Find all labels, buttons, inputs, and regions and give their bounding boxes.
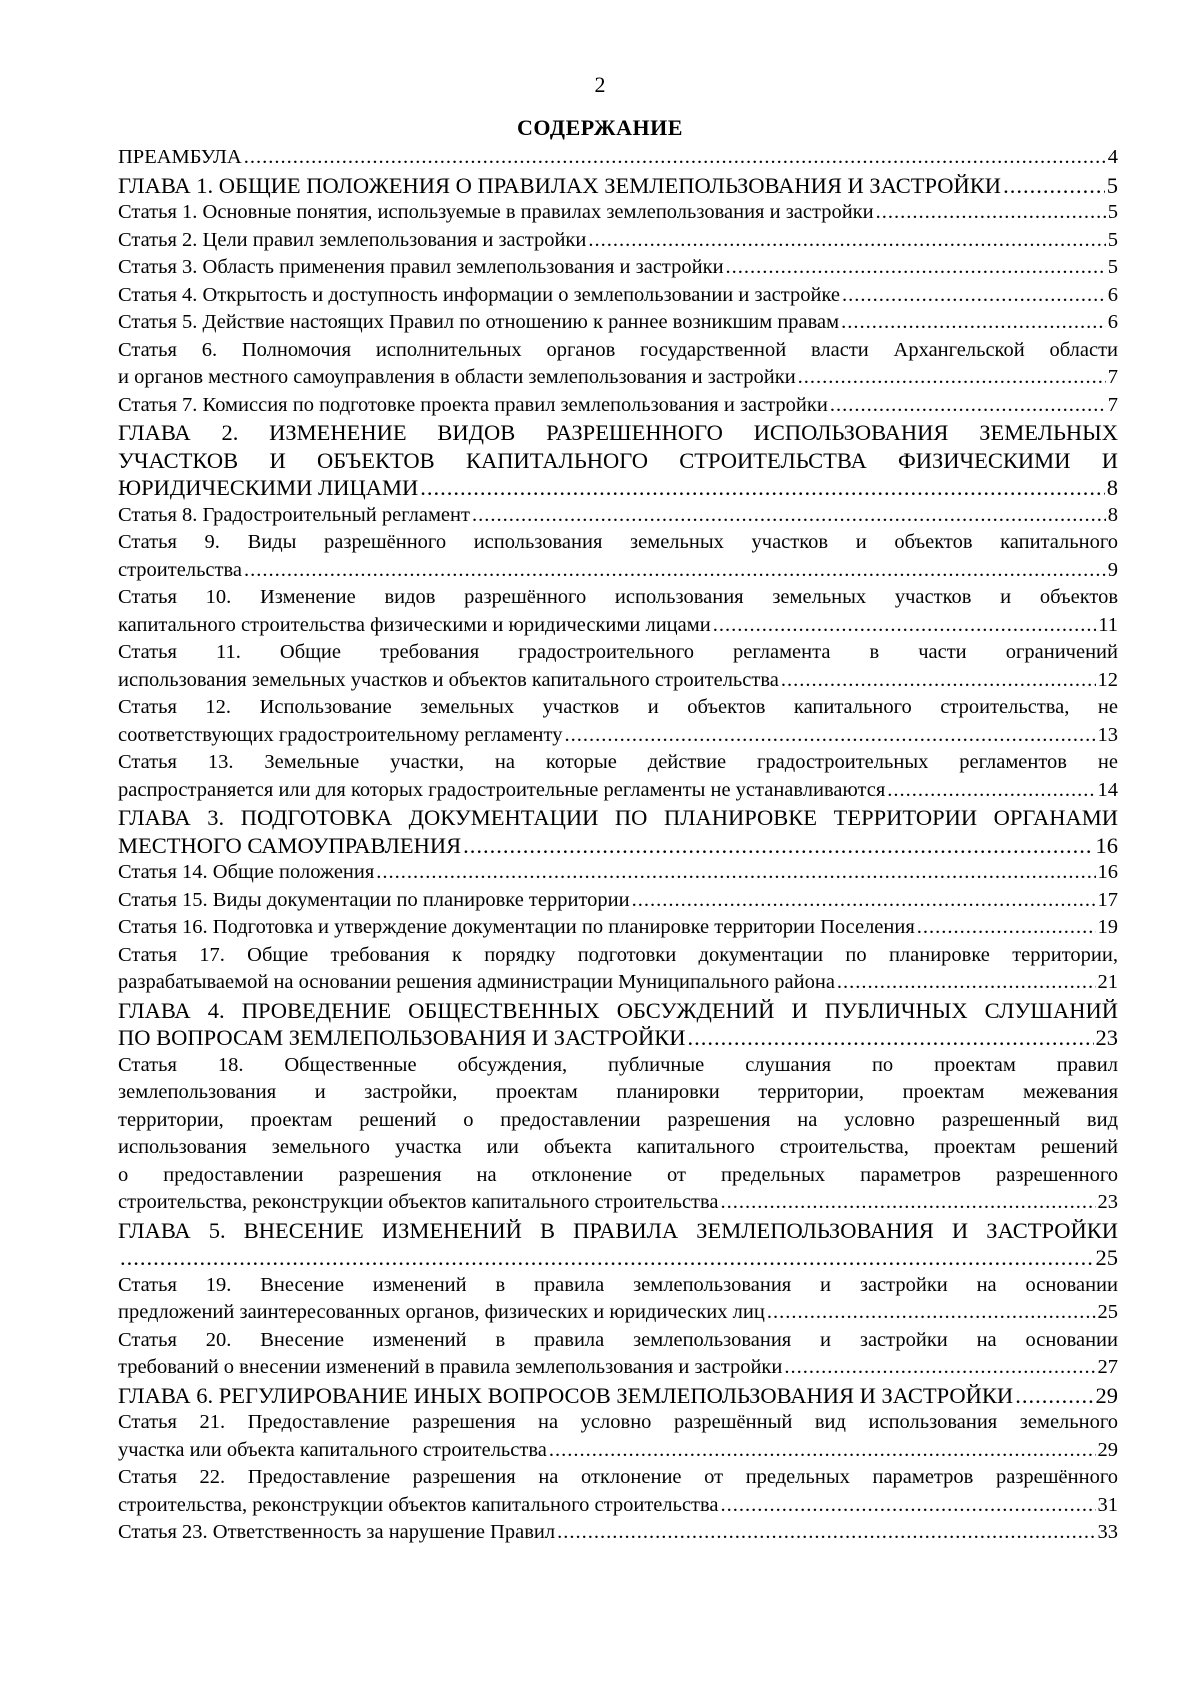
dot-leader <box>244 144 1106 172</box>
toc-entry-title: Статья 5. Действие настоящих Правил по отношению к раннее возникшим правам <box>118 311 840 333</box>
toc-entry-page-number: 31 <box>1097 1493 1118 1516</box>
toc-entry-page-number: 11 <box>1098 613 1118 636</box>
toc-entry-page-number: 5 <box>1107 256 1118 278</box>
toc-entry-last-line <box>118 832 1118 860</box>
toc-article-entry[interactable] <box>118 254 1118 282</box>
toc-entry-title: ПО ВОПРОСАМ ЗЕМЛЕПОЛЬЗОВАНИЯ И ЗАСТРОЙКИ <box>118 1025 686 1050</box>
toc-entry-line: Статья 17. Общие требования к порядку подготовки документации по планировке территории, <box>118 943 1118 966</box>
dot-leader <box>557 1519 1095 1547</box>
toc-entry-title: ЮРИДИЧЕСКИМИ ЛИЦАМИ <box>118 475 419 500</box>
toc-entry-last-line <box>118 502 1118 530</box>
toc-entry-page-number: 12 <box>1097 668 1118 691</box>
toc-entry-title: Статья 3. Область применения правил землепользования и застройки <box>118 256 724 278</box>
toc-entry-last-line <box>118 1024 1118 1052</box>
toc-entry-last-line <box>118 1437 1118 1465</box>
toc-entry-title: Статья 1. Основные понятия, используемые в правилах землепользования и застройки <box>118 201 874 223</box>
toc-entry-title: разрабатываемой на основании решения администрации Муниципального района <box>118 971 835 993</box>
table-of-contents <box>118 144 1118 1547</box>
dot-leader <box>549 1437 1096 1465</box>
dot-leader <box>767 1299 1096 1327</box>
toc-entry-title: строительства <box>118 558 242 581</box>
dot-leader <box>632 887 1096 915</box>
toc-entry-title: строительства, реконструкции объектов капитального строительства <box>118 1191 719 1213</box>
toc-chapter-entry[interactable] <box>118 1382 1118 1410</box>
dot-leader <box>917 914 1096 942</box>
toc-entry-page-number: 27 <box>1097 1356 1118 1378</box>
dot-leader <box>837 969 1096 997</box>
dot-leader <box>781 667 1096 695</box>
toc-entry-line: ГЛАВА 3. ПОДГОТОВКА ДОКУМЕНТАЦИИ ПО ПЛАНИРОВКЕ ТЕРРИТОРИИ ОРГАНАМИ <box>118 805 1118 830</box>
toc-article-entry[interactable] <box>118 1519 1118 1547</box>
toc-entry-line: Статья 6. Полномочия исполнительных органов государственной власти Архангельской области <box>118 338 1118 361</box>
toc-entry-last-line <box>118 612 1118 640</box>
toc-article-entry[interactable] <box>118 282 1118 310</box>
toc-article-entry[interactable] <box>118 859 1118 887</box>
toc-title: СОДЕРЖАНИЕ <box>517 115 683 140</box>
toc-entry-title: участка или объекта капитального строительства <box>118 1438 547 1461</box>
toc-entry-page-number: 6 <box>1107 283 1118 306</box>
toc-entry-page-number: 5 <box>1107 228 1118 251</box>
toc-entry-last-line <box>118 859 1118 887</box>
toc-entry-title: Статья 16. Подготовка и утверждение документации по планировке территории Поселения <box>118 916 915 938</box>
toc-entry-last-line <box>118 364 1118 392</box>
toc-entry-page-number: 7 <box>1107 366 1118 388</box>
toc-entry-line: ГЛАВА 5. ВНЕСЕНИЕ ИЗМЕНЕНИЙ В ПРАВИЛА ЗЕМЛЕПОЛЬЗОВАНИЯ И ЗАСТРОЙКИ <box>118 1217 1118 1243</box>
toc-entry-last-line <box>118 1382 1118 1410</box>
dot-leader <box>726 254 1106 282</box>
dot-leader <box>420 474 1104 502</box>
toc-entry-page-number: 5 <box>1107 201 1118 223</box>
toc-chapter-entry[interactable] <box>118 1217 1118 1272</box>
toc-entry-last-line <box>118 199 1118 227</box>
toc-entry-last-line <box>118 1519 1118 1547</box>
toc-entry-line: о предоставлении разрешения на отклонение от предельных параметров разрешенного <box>118 1163 1118 1186</box>
toc-entry-line: Статья 22. Предоставление разрешения на отклонение от предельных параметров разрешённого <box>118 1466 1118 1488</box>
toc-entry-title: капитального строительства физическими и юридическими лицами <box>118 613 711 636</box>
toc-entry-page-number: 7 <box>1107 393 1118 416</box>
toc-entry-title: соответствующих градостроительному регламенту <box>118 723 563 746</box>
toc-entry-page-number: 14 <box>1097 778 1118 801</box>
toc-entry-title: использования земельных участков и объектов капитального строительства <box>118 668 779 691</box>
dot-leader <box>713 612 1097 640</box>
dot-leader <box>244 557 1106 585</box>
toc-entry-page-number: 6 <box>1107 311 1118 333</box>
toc-article-entry[interactable] <box>118 199 1118 227</box>
toc-entry-page-number: 9 <box>1107 558 1118 581</box>
toc-article-entry[interactable] <box>118 887 1118 915</box>
toc-entry-page-number: 33 <box>1097 1521 1118 1543</box>
dot-leader <box>830 392 1106 420</box>
toc-chapter-entry[interactable] <box>118 997 1118 1052</box>
toc-entry-line: территории, проектам решений о предоставлении разрешения на условно разрешенный вид <box>118 1108 1118 1131</box>
toc-chapter-entry[interactable] <box>118 804 1118 859</box>
toc-entry-page-number: 13 <box>1097 723 1118 746</box>
toc-entry-line: Статья 9. Виды разрешённого использования земельных участков и объектов капитального <box>118 531 1118 553</box>
toc-entry-page-number: 16 <box>1095 832 1118 858</box>
dot-leader <box>798 364 1106 392</box>
toc-entry-last-line <box>118 172 1118 200</box>
toc-entry-last-line <box>118 667 1118 695</box>
toc-entry-title: ГЛАВА 1. ОБЩИЕ ПОЛОЖЕНИЯ О ПРАВИЛАХ ЗЕМЛЕПОЛЬЗОВАНИЯ И ЗАСТРОЙКИ <box>118 172 1002 198</box>
toc-article-entry[interactable] <box>118 1272 1118 1327</box>
toc-entry-line: Статья 18. Общественные обсуждения, публичные слушания по проектам правил <box>118 1053 1118 1076</box>
toc-entry-last-line <box>118 1189 1118 1217</box>
toc-entry-line: ГЛАВА 4. ПРОВЕДЕНИЕ ОБЩЕСТВЕННЫХ ОБСУЖДЕНИЙ И ПУБЛИЧНЫХ СЛУШАНИЙ <box>118 997 1118 1023</box>
toc-entry-title: ГЛАВА 6. РЕГУЛИРОВАНИЕ ИНЫХ ВОПРОСОВ ЗЕМЛЕПОЛЬЗОВАНИЯ И ЗАСТРОЙКИ <box>118 1382 1014 1408</box>
toc-entry-last-line <box>118 474 1118 502</box>
toc-entry-line: Статья 19. Внесение изменений в правила землепользования и застройки на основании <box>118 1273 1118 1296</box>
dot-leader <box>784 1354 1095 1382</box>
toc-entry-page-number: 16 <box>1097 861 1118 883</box>
toc-entry-last-line <box>118 144 1118 172</box>
toc-entry-title: предложений заинтересованных органов, физических и юридических лиц <box>118 1301 765 1323</box>
toc-entry-page-number: 19 <box>1097 916 1118 938</box>
toc-entry-last-line <box>118 1244 1118 1272</box>
toc-entry-title: Статья 2. Цели правил землепользования и застройки <box>118 228 587 251</box>
toc-entry-page-number: 8 <box>1106 475 1118 500</box>
toc-entry-last-line <box>118 722 1118 750</box>
toc-entry-title: Статья 8. Градостроительный регламент <box>118 503 470 526</box>
toc-entry-last-line <box>118 887 1118 915</box>
toc-article-entry[interactable] <box>118 337 1118 392</box>
dot-leader <box>588 227 1105 255</box>
toc-entry-line: Статья 13. Земельные участки, на которые действие градостроительных регламентов не <box>118 751 1118 773</box>
toc-entry-last-line <box>118 969 1118 997</box>
toc-entry-title: Статья 15. Виды документации по планировке территории <box>118 888 630 911</box>
toc-entry-page-number: 29 <box>1097 1438 1118 1461</box>
page-number: 2 <box>594 72 606 97</box>
toc-article-entry[interactable] <box>118 1327 1118 1382</box>
toc-entry-page-number: 25 <box>1097 1301 1118 1323</box>
toc-article-entry[interactable] <box>118 694 1118 749</box>
dot-leader <box>721 1492 1096 1520</box>
dot-leader <box>688 1024 1094 1052</box>
toc-entry-page-number: 4 <box>1107 146 1118 168</box>
toc-entry-title: и органов местного самоуправления в области землепользования и застройки <box>118 366 796 388</box>
toc-entry-page-number: 8 <box>1107 503 1118 526</box>
toc-entry-title: Статья 4. Открытость и доступность информации о землепользовании и застройке <box>118 283 841 306</box>
toc-article-entry[interactable] <box>118 639 1118 694</box>
toc-entry-last-line <box>118 254 1118 282</box>
dot-leader <box>721 1189 1096 1217</box>
toc-entry-line: Статья 10. Изменение видов разрешённого использования земельных участков и объектов <box>118 586 1118 608</box>
toc-article-entry[interactable] <box>118 144 1118 172</box>
toc-entry-line: использования земельного участка или объекта капитального строительства, проектам решений <box>118 1136 1118 1158</box>
toc-entry-page-number: 17 <box>1097 888 1118 911</box>
toc-entry-last-line <box>118 1492 1118 1520</box>
dot-leader <box>564 722 1095 750</box>
toc-article-entry[interactable] <box>118 1052 1118 1217</box>
toc-entry-last-line <box>118 227 1118 255</box>
toc-article-entry[interactable] <box>118 392 1118 420</box>
dot-leader <box>463 832 1093 860</box>
toc-entry-last-line <box>118 557 1118 585</box>
toc-entry-last-line <box>118 914 1118 942</box>
toc-entry-last-line <box>118 282 1118 310</box>
toc-entry-last-line <box>118 392 1118 420</box>
toc-entry-line: Статья 21. Предоставление разрешения на условно разрешённый вид использования земельного <box>118 1411 1118 1433</box>
toc-entry-title: Статья 14. Общие положения <box>118 861 375 883</box>
toc-article-entry[interactable] <box>118 529 1118 584</box>
toc-entry-last-line <box>118 1354 1118 1382</box>
toc-entry-last-line <box>118 309 1118 337</box>
toc-entry-page-number: 25 <box>1095 1245 1118 1270</box>
toc-article-entry[interactable] <box>118 1464 1118 1519</box>
toc-chapter-entry[interactable] <box>118 419 1118 502</box>
toc-entry-line: Статья 20. Внесение изменений в правила землепользования и застройки на основании <box>118 1328 1118 1351</box>
toc-article-entry[interactable] <box>118 227 1118 255</box>
toc-entry-last-line <box>118 1299 1118 1327</box>
toc-article-entry[interactable] <box>118 914 1118 942</box>
dot-leader <box>842 282 1106 310</box>
toc-article-entry[interactable] <box>118 309 1118 337</box>
toc-entry-title: МЕСТНОГО САМОУПРАВЛЕНИЯ <box>118 832 462 858</box>
toc-article-entry[interactable] <box>118 1409 1118 1464</box>
toc-entry-title: требований о внесении изменений в правила землепользования и застройки <box>118 1356 783 1378</box>
toc-entry-line: Статья 12. Использование земельных участков и объектов капитального строительства, не <box>118 696 1118 718</box>
toc-article-entry[interactable] <box>118 502 1118 530</box>
toc-article-entry[interactable] <box>118 749 1118 804</box>
toc-entry-title: Статья 23. Ответственность за нарушение Правил <box>118 1521 556 1543</box>
toc-entry-title: строительства, реконструкции объектов капитального строительства <box>118 1493 719 1516</box>
dot-leader <box>887 777 1095 805</box>
toc-article-entry[interactable] <box>118 584 1118 639</box>
toc-entry-page-number: 23 <box>1097 1191 1118 1213</box>
toc-entry-line: Статья 11. Общие требования градостроительного регламента в части ограничений <box>118 641 1118 663</box>
toc-entry-page-number: 29 <box>1095 1382 1118 1408</box>
dot-leader <box>376 859 1095 887</box>
dot-leader <box>120 1244 1094 1272</box>
toc-entry-title: ПРЕАМБУЛА <box>118 146 242 168</box>
toc-entry-title: Статья 7. Комиссия по подготовке проекта правил землепользования и застройки <box>118 393 828 416</box>
toc-chapter-entry[interactable] <box>118 172 1118 200</box>
toc-entry-line: ГЛАВА 2. ИЗМЕНЕНИЕ ВИДОВ РАЗРЕШЕННОГО ИСПОЛЬЗОВАНИЯ ЗЕМЕЛЬНЫХ <box>118 420 1118 445</box>
toc-entry-line: землепользования и застройки, проектам планировки территории, проектам межевания <box>118 1081 1118 1103</box>
toc-entry-line: УЧАСТКОВ И ОБЪЕКТОВ КАПИТАЛЬНОГО СТРОИТЕЛЬСТВА ФИЗИЧЕСКИМИ И <box>118 447 1118 473</box>
dot-leader <box>1015 1382 1093 1410</box>
toc-entry-page-number: 21 <box>1097 971 1118 993</box>
dot-leader <box>876 199 1106 227</box>
dot-leader <box>1003 172 1105 200</box>
toc-article-entry[interactable] <box>118 942 1118 997</box>
dot-leader <box>472 502 1106 530</box>
toc-entry-page-number: 23 <box>1095 1025 1118 1050</box>
toc-entry-last-line <box>118 777 1118 805</box>
toc-entry-title: распространяется или для которых градостроительные регламенты не устанавливаются <box>118 778 886 801</box>
dot-leader <box>841 309 1106 337</box>
toc-entry-page-number: 5 <box>1106 172 1118 198</box>
